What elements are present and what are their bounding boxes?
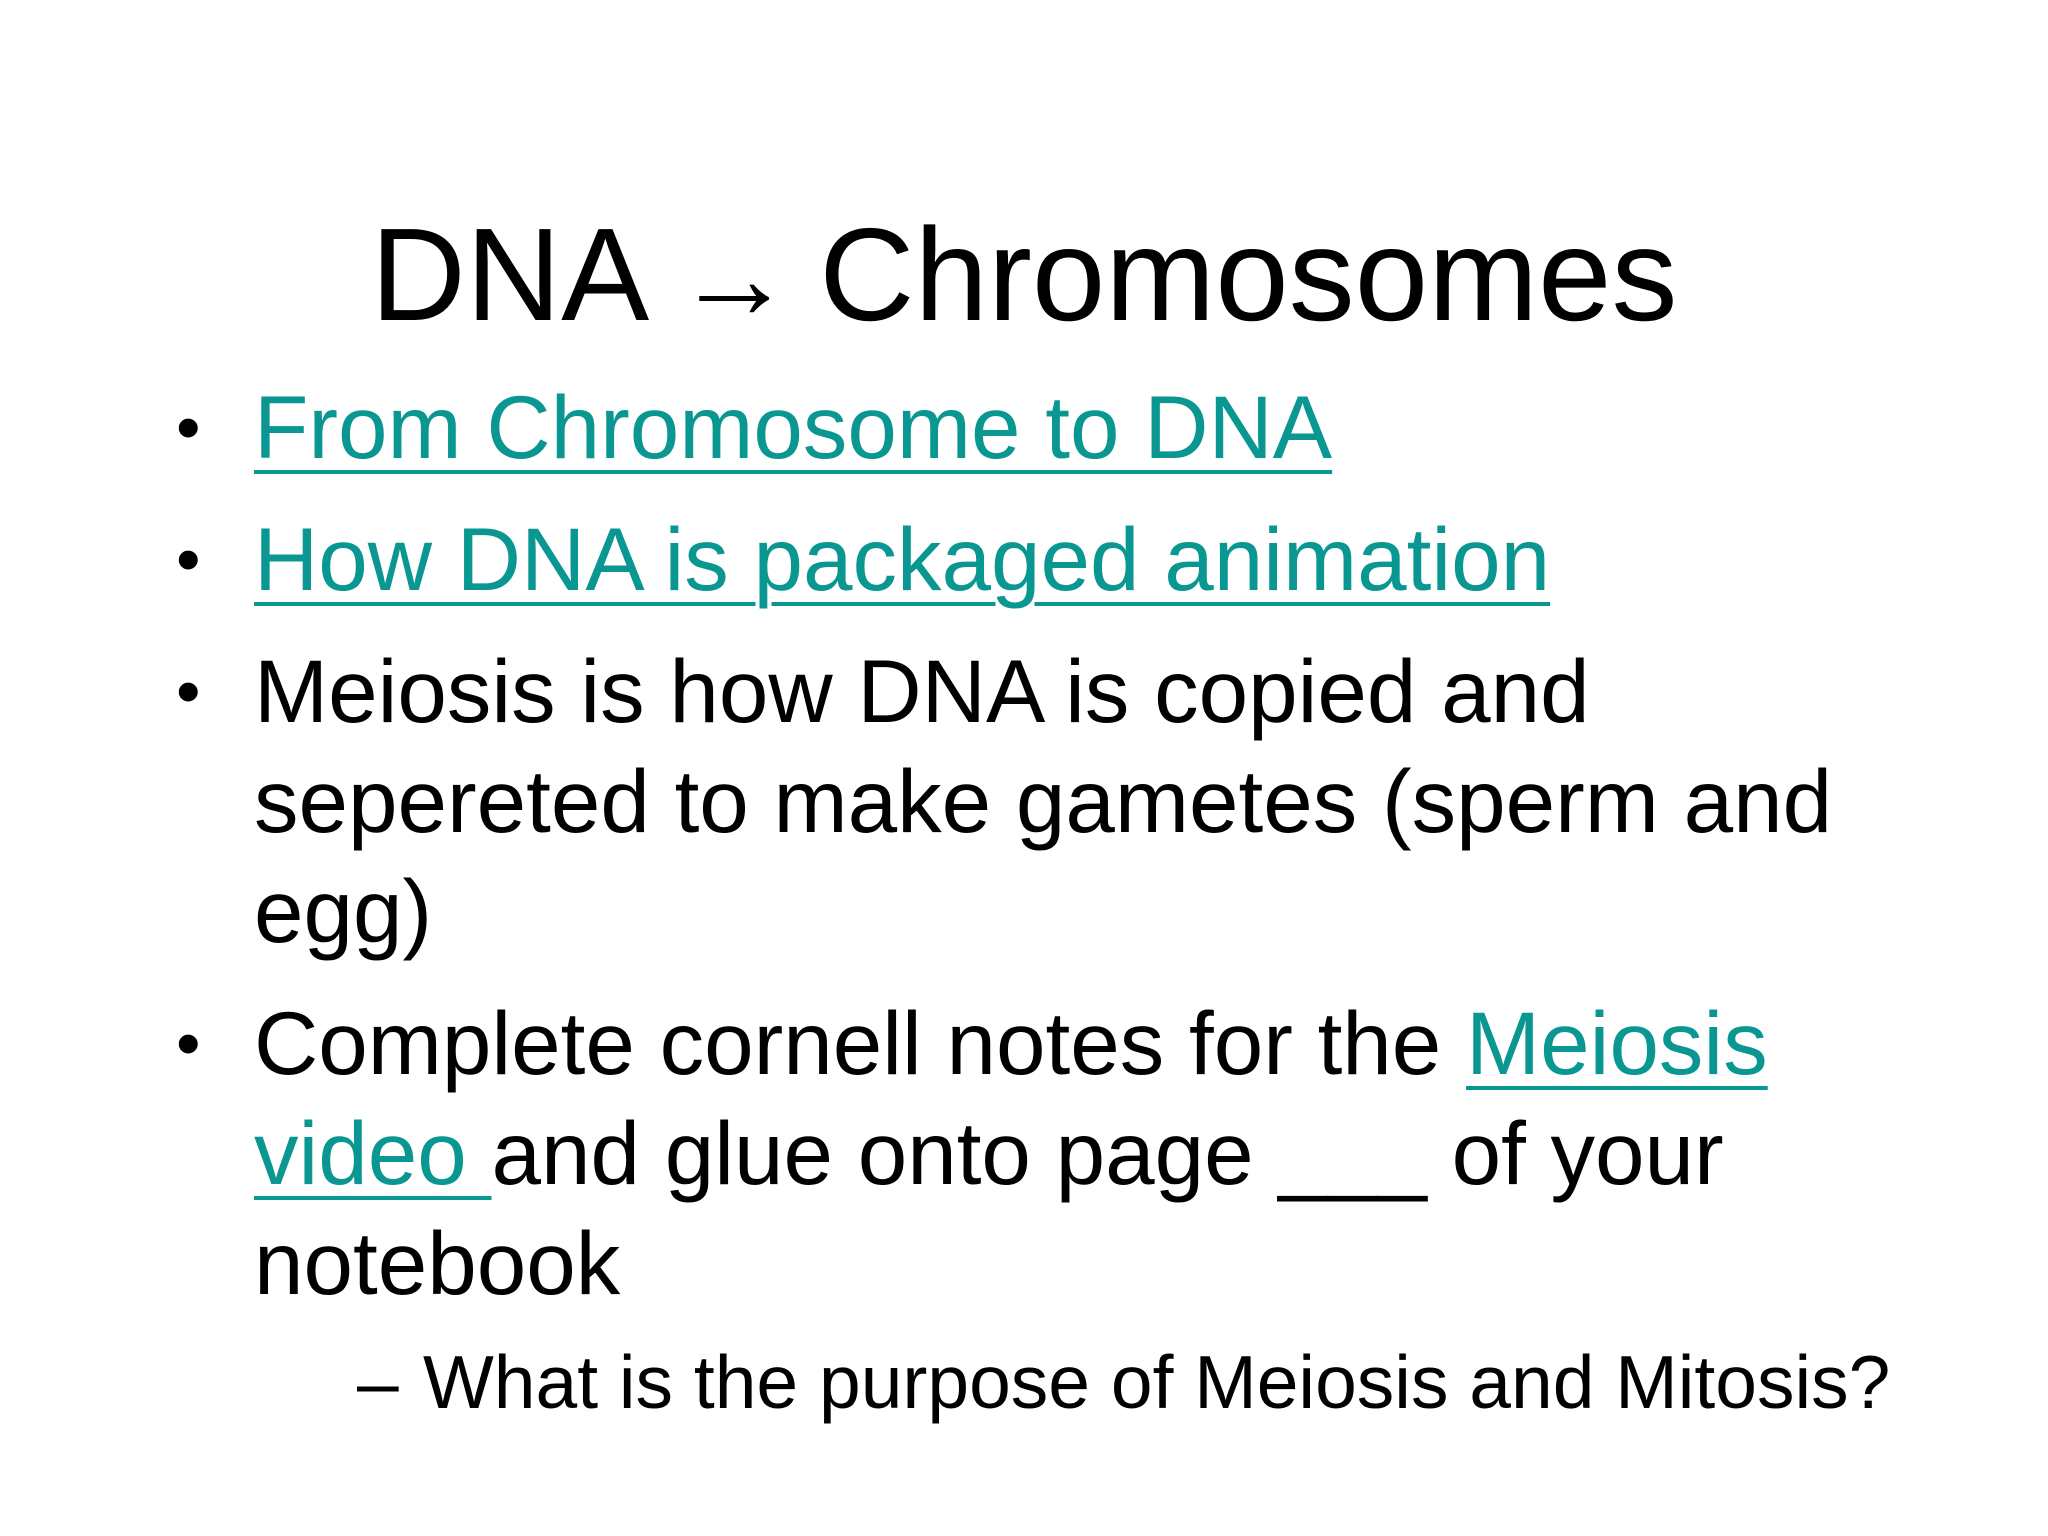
list-item xyxy=(176,636,1936,966)
sub-item-text: What is the purpose of Meiosis and Mitosis? xyxy=(423,1340,1891,1424)
sub-item xyxy=(357,1336,1936,1428)
list-item xyxy=(176,372,1936,482)
link-chromosome-to-dna[interactable]: From Chromosome to DNA xyxy=(254,377,1333,477)
slide-title xyxy=(0,200,2048,353)
cornell-notes-text-before: Complete cornell notes for the xyxy=(254,993,1467,1093)
bullet-icon: • xyxy=(176,388,201,466)
dash-icon: – xyxy=(357,1340,399,1424)
list-item xyxy=(176,988,1936,1428)
bullet-icon: • xyxy=(176,1004,201,1082)
bullet-list xyxy=(176,372,1936,1450)
bullet-icon: • xyxy=(176,652,201,730)
list-item xyxy=(176,504,1936,614)
title-right: Chromosomes xyxy=(819,201,1678,348)
arrow-right-icon: → xyxy=(675,212,794,344)
bullet-icon: • xyxy=(176,520,201,598)
title-left: DNA xyxy=(370,201,650,348)
link-meiosis-video[interactable]: Meiosis video xyxy=(254,993,1768,1203)
link-dna-packaged-animation[interactable]: How DNA is packaged animation xyxy=(254,509,1551,609)
meiosis-description: Meiosis is how DNA is copied and sepereted to make gametes (sperm and egg) xyxy=(254,641,1833,961)
cornell-notes-text-after: and glue onto page ___ of your notebook xyxy=(254,1103,1724,1313)
